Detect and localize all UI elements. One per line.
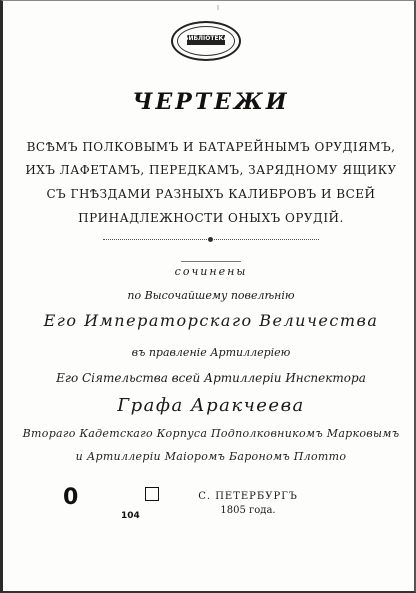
- divider-dot: [208, 237, 213, 242]
- library-stamp: [171, 21, 241, 61]
- majesty-line: Его Императорскаго Величества: [43, 311, 379, 330]
- subtitle-line-2: ИХЪ ЛАФЕТАМЪ, ПЕРЕДКАМЪ, ЗАРЯДНОМУ ЯЩИКУ: [25, 163, 397, 177]
- shelf-mark-code: 104: [121, 511, 140, 521]
- shelf-mark-stamp: [91, 485, 161, 525]
- administration-line: въ правленіе Артиллеріею: [131, 346, 291, 359]
- shelf-mark-zero: 0: [63, 485, 79, 510]
- subtitle-line-1: ВСѢМЪ ПОЛКОВЫМЪ И БАТАРЕЙНЫМЪ ОРУДІЯМЪ,: [26, 140, 396, 154]
- short-divider: [181, 261, 241, 262]
- imprint-city: С. ПЕТЕРБУРГЪ: [198, 491, 298, 502]
- ornamental-divider: [103, 239, 319, 240]
- stamp-band-text: БИБЛІОТЕКА: [183, 35, 229, 42]
- decree-line: по Высочайшему повелѣнію: [127, 289, 295, 302]
- page-title: ЧЕРТЕЖИ: [132, 89, 290, 115]
- imprint-year: 1805 года.: [220, 505, 276, 516]
- subtitle-line-4: ПРИНАДЛЕЖНОСТИ ОНЫХЪ ОРУДІЙ.: [78, 211, 344, 225]
- shelf-mark-square: [145, 487, 159, 501]
- folio-number: I: [217, 4, 220, 12]
- excellency-line: Его Сіятельства всей Артиллеріи Инспектора: [56, 371, 366, 385]
- subtitle-line-3: СЪ ГНѢЗДАМИ РАЗНЫХЪ КАЛИБРОВЪ И ВСЕЙ: [46, 187, 376, 201]
- authors-line-1: Втораго Кадетскаго Корпуса Подполковникомъ Марковымъ: [22, 427, 400, 440]
- composed-label: сочинены: [174, 265, 248, 278]
- count-name: Графа Аракчеева: [117, 395, 305, 416]
- authors-line-2: и Артиллеріи Маіоромъ Барономъ Плотто: [75, 450, 347, 463]
